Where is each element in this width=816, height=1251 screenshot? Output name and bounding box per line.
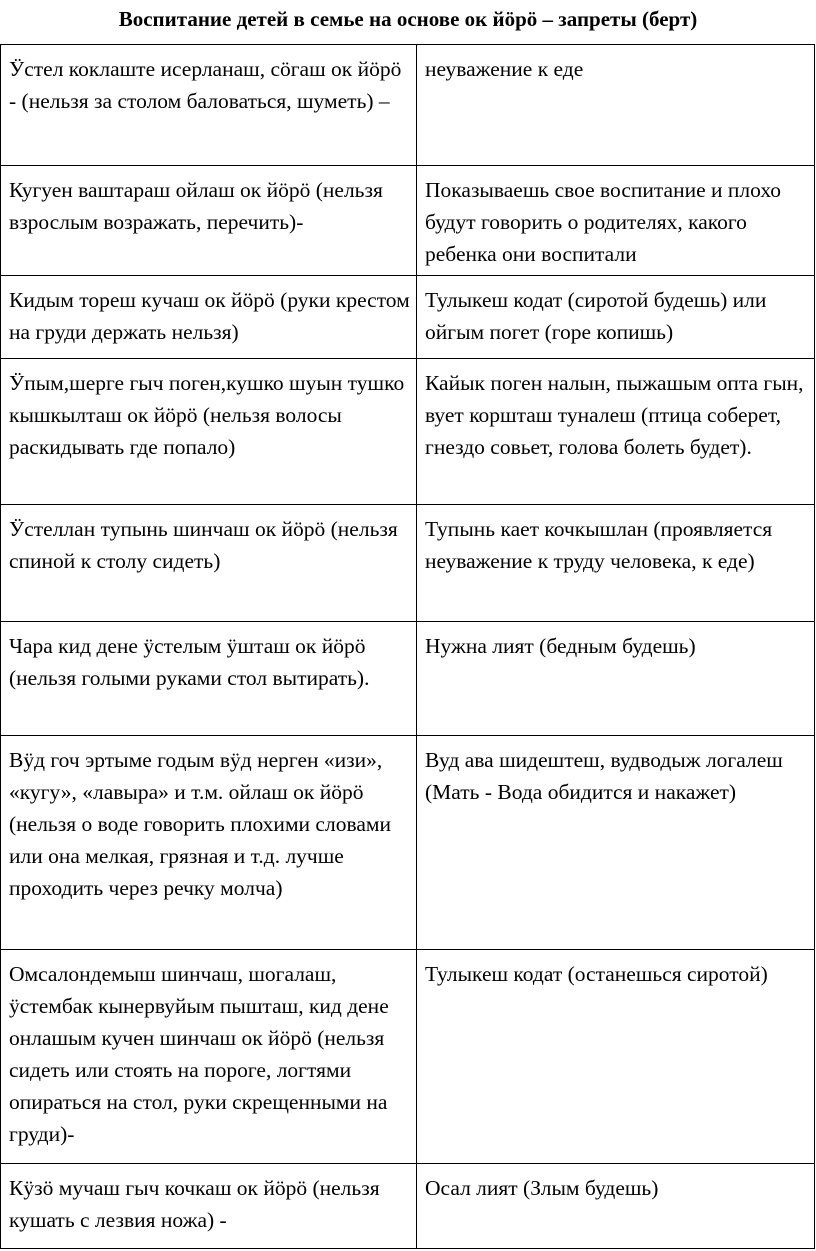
table-row [1, 505, 815, 622]
consequence-cell: Тупынь кает кочкышлан (проявляется неуважение к труду человека, к еде) [417, 505, 815, 622]
consequence-cell: Нужна лият (бедным будешь) [417, 622, 815, 736]
table-row [1, 622, 815, 736]
consequence-cell: Тулыкеш кодат (сиротой будешь) или ойгым погет (горе копишь) [417, 276, 815, 359]
table-row [1, 736, 815, 950]
table-row [1, 45, 815, 166]
consequence-cell: неуважение к еде [417, 45, 815, 166]
table-row [1, 166, 815, 276]
ban-cell: Ӱстеллан тупынь шинчаш ок йӧрӧ (нельзя спиной к столу сидеть) [1, 505, 417, 622]
consequence-cell: Тулыкеш кодат (останешься сиротой) [417, 950, 815, 1164]
bans-table [0, 44, 815, 1249]
ban-cell: Кидым тореш кучаш ок йӧрӧ (руки крестом на груди держать нельзя) [1, 276, 417, 359]
page-title: Воспитание детей в семье на основе ок йӧрӧ – запреты (берт) [118, 7, 698, 31]
ban-cell: Кӱзӧ мучаш гыч кочкаш ок йӧрӧ (нельзя кушать с лезвия ножа) - [1, 1164, 417, 1249]
ban-cell: Кугуен ваштараш ойлаш ок йӧрӧ (нельзя взрослым возражать, перечить)- [1, 166, 417, 276]
table-row [1, 359, 815, 505]
table-row [1, 1164, 815, 1249]
table-row [1, 950, 815, 1164]
table-row [1, 276, 815, 359]
consequence-cell: Осал лият (Злым будешь) [417, 1164, 815, 1249]
ban-cell: Чара кид дене ӱстелым ӱшташ ок йӧрӧ (нельзя голыми руками стол вытирать). [1, 622, 417, 736]
consequence-cell: Показываешь свое воспитание и плохо будут говорить о родителях, какого ребенка они воспитали [417, 166, 815, 276]
ban-cell: Ӱпым,шерге гыч поген,кушко шуын тушко кышкылташ ок йӧрӧ (нельзя волосы раскидывать где попало) [1, 359, 417, 505]
ban-cell: Омсалондемыш шинчаш, шогалаш, ӱстембак кынервуйым пышташ, кид дене онлашым кучен шинчаш ок йӧрӧ (нельзя сидеть или стоять на пороге, логтями опираться на стол, руки скрещенными на груди)- [1, 950, 417, 1164]
ban-cell: Ӱстел коклаште исерланаш, сӧгаш ок йӧрӧ - (нельзя за столом баловаться, шуметь) – [1, 45, 417, 166]
ban-cell: Вӱд гоч эртыме годым вӱд нерген «изи», «кугу», «лавыра» и т.м. ойлаш ок йӧрӧ (нельзя о воде говорить плохими словами или она мелкая, грязная и т.д. лучше проходить через речку молча) [1, 736, 417, 950]
consequence-cell: Вуд ава шидештеш, вудводыж логалеш (Мать - Вода обидится и накажет) [417, 736, 815, 950]
consequence-cell: Кайык поген налын, пыжашым опта гын, вует коршташ туналеш (птица соберет, гнездо совьет, голова болеть будет). [417, 359, 815, 505]
